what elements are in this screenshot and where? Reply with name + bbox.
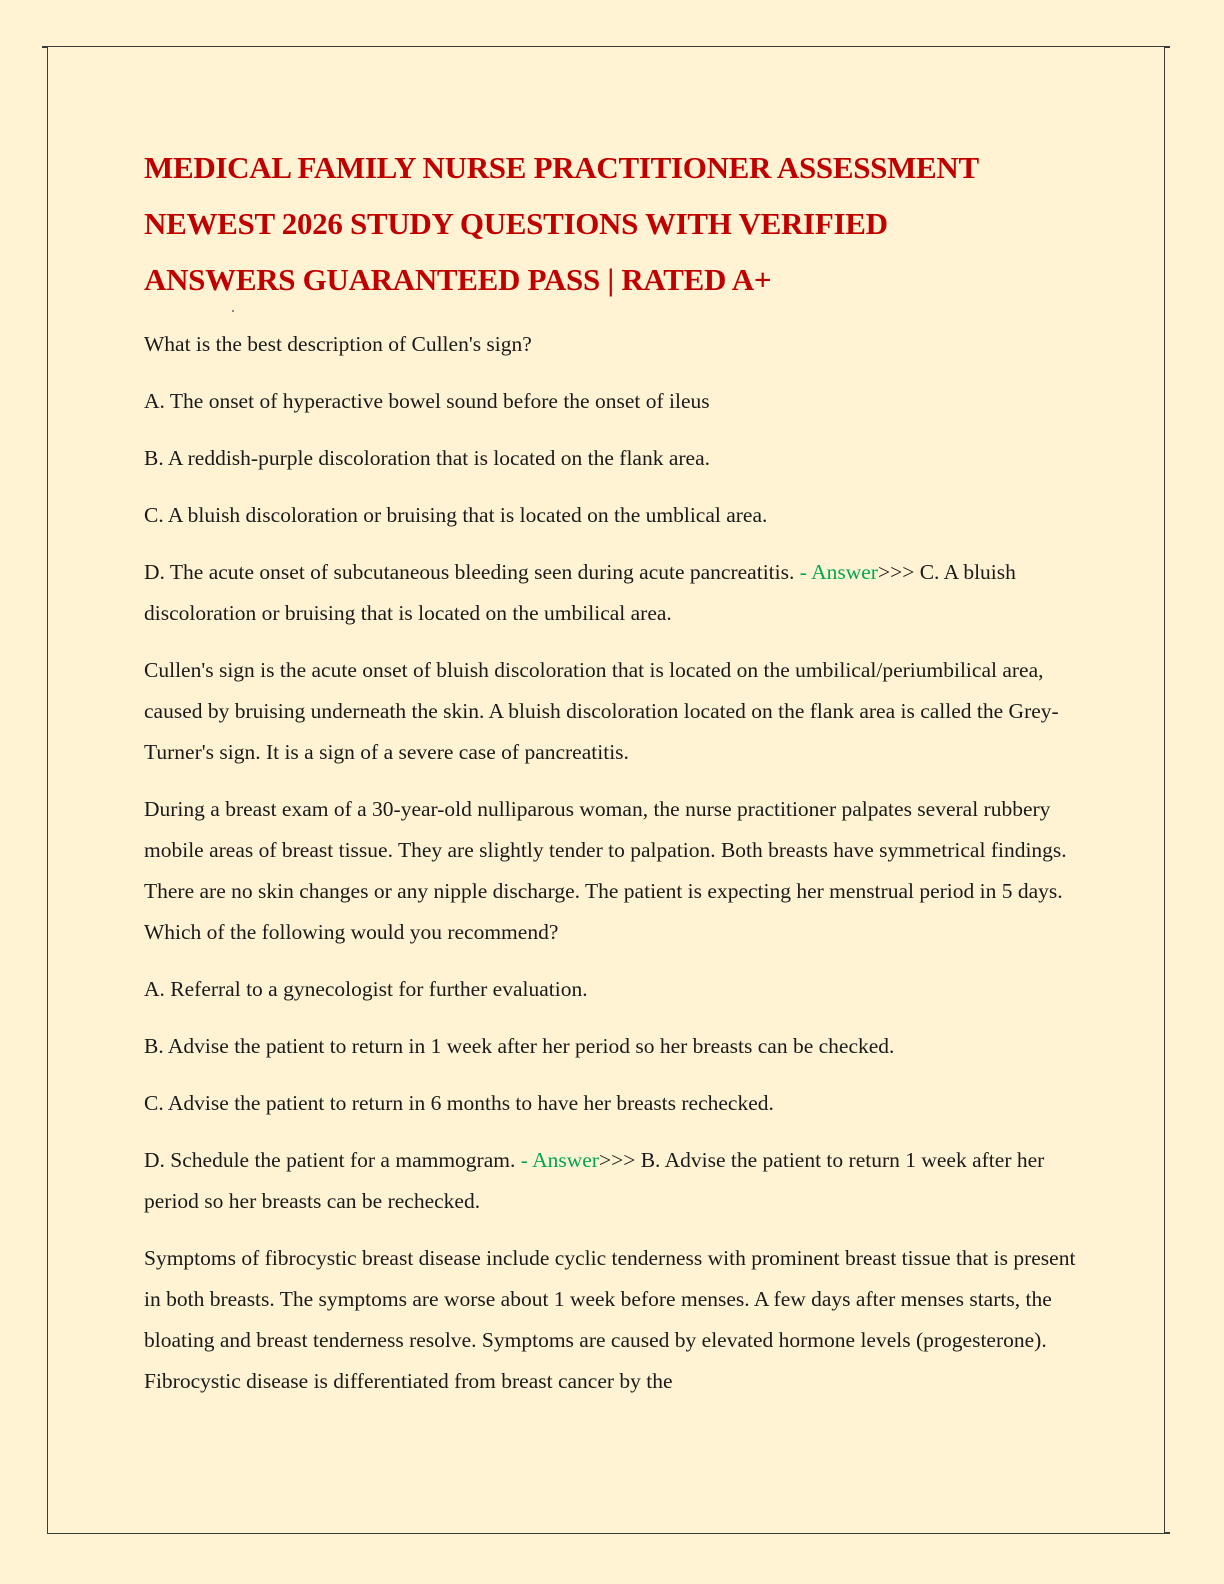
border-corner-mark <box>1164 1532 1170 1534</box>
answer-label: Answer <box>532 1148 599 1172</box>
question-1-option-d: D. The acute onset of subcutaneous bleeding seen during acute pancreatitis. <box>144 560 795 584</box>
title-line-2: NEWEST 2026 STUDY QUESTIONS WITH VERIFIED <box>144 206 888 241</box>
question-1-option-c: C. A bluish discoloration or bruising that is located on the umblical area. <box>144 503 768 527</box>
title-line-3: ANSWERS GUARANTEED PASS | RATED A+ <box>144 262 772 297</box>
question-2-answer: >>> B. Advise the patient to return 1 week after her period so her breasts can be rechecked. <box>144 1148 1045 1213</box>
border-corner-mark <box>1164 46 1170 48</box>
question-2-explanation: Symptoms of fibrocystic breast disease include cyclic tenderness with prominent breast tissue that is present in both breasts. The symptoms are worse about 1 week before menses. A few days after menses starts, the bloating and breast tenderness resolve. Symptoms are caused by elevated hormone levels (progesterone). Fibrocystic disease is differentiated from breast cancer by the <box>144 1246 1076 1393</box>
answer-label: Answer <box>811 560 878 584</box>
question-1-explanation: Cullen's sign is the acute onset of bluish discoloration that is located on the umbilical/periumbilical area, caused by bruising underneath the skin. A bluish discoloration located on the flank area is called the Grey-Turner's sign. It is a sign of a severe case of pancreatitis. <box>144 658 1059 764</box>
question-1-text: What is the best description of Cullen's sign? <box>144 332 532 356</box>
question-1-option-a: A. The onset of hyperactive bowel sound before the onset of ileus <box>144 389 710 413</box>
question-1-answer: >>> C. A bluish discoloration or bruising that is located on the umbilical area. <box>144 560 1016 625</box>
document-content <box>144 140 1084 1402</box>
question-1-option-b: B. A reddish-purple discoloration that is located on the flank area. <box>144 446 711 470</box>
question-2-option-a: A. Referral to a gynecologist for further evaluation. <box>144 977 588 1001</box>
question-1 <box>144 324 1084 773</box>
question-2-text: During a breast exam of a 30-year-old nulliparous woman, the nurse practitioner palpates several rubbery mobile areas of breast tissue. They are slightly tender to palpation. Both breasts have symmetrical findings. There are no skin changes or any nipple discharge. The patient is expecting her menstrual period in 5 days. Which of the following would you recommend? <box>144 797 1067 944</box>
question-2-option-d: D. Schedule the patient for a mammogram. <box>144 1148 516 1172</box>
border-corner-mark <box>42 46 48 48</box>
stray-dot <box>232 310 234 312</box>
question-2-option-c: C. Advise the patient to return in 6 months to have her breasts rechecked. <box>144 1091 774 1115</box>
question-1-option-d-with-answer <box>144 552 1084 634</box>
answer-dash: - <box>515 1148 533 1172</box>
question-2-option-b: B. Advise the patient to return in 1 week after her period so her breasts can be checked. <box>144 1034 895 1058</box>
title-line-1: MEDICAL FAMILY NURSE PRACTITIONER ASSESSMENT <box>144 150 979 185</box>
answer-dash: - <box>794 560 812 584</box>
question-2-option-d-with-answer <box>144 1140 1084 1222</box>
document-title <box>144 140 1084 308</box>
question-2 <box>144 789 1084 1402</box>
